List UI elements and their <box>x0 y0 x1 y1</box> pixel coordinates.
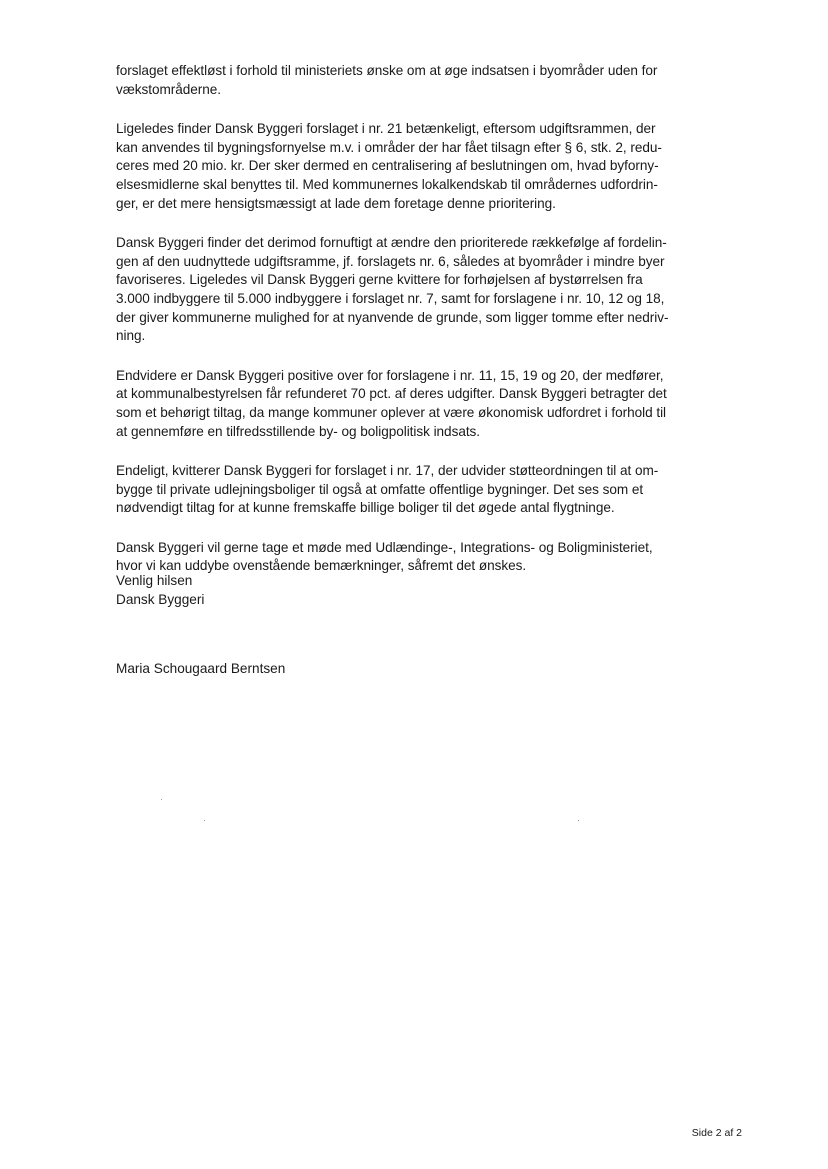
paragraph-line: Endvidere er Dansk Byggeri positive over for forslagene i nr. 11, 15, 19 og 20, der medfører, <box>116 367 664 383</box>
paragraph-2 <box>116 120 752 213</box>
paragraph-3 <box>116 234 752 346</box>
paragraph-line: Ligeledes finder Dansk Byggeri forslaget i nr. 21 betænkeligt, eftersom udgiftsrammen, der <box>116 121 656 137</box>
paragraph-5 <box>116 462 752 518</box>
paragraph-line: bygge til private udlejningsboliger til også at omfatte offentlige bygninger. Det ses som et <box>116 481 644 497</box>
paragraph-line: at gennemføre en tilfredsstillende by- og boligpolitisk indsats. <box>116 423 481 439</box>
paragraph-line: at kommunalbestyrelsen får refunderet 70 pct. af deres udgifter. Dansk Byggeri betragter det <box>116 386 667 402</box>
closing-block <box>116 572 204 609</box>
paragraph-line: Endeligt, kvitterer Dansk Byggeri for forslaget i nr. 17, der udvider støtteordningen til at om- <box>116 463 659 479</box>
paragraph-line: Dansk Byggeri finder det derimod fornuftigt at ændre den prioriterede rækkefølge af fordelin- <box>116 235 667 251</box>
paragraph-4 <box>116 367 752 441</box>
signer-name: Maria Schougaard Berntsen <box>116 661 286 676</box>
paragraph-line: ger, er det mere hensigtsmæssigt at lade dem foretage denne prioritering. <box>116 195 556 211</box>
scan-speck <box>204 820 205 821</box>
paragraph-line: hvor vi kan uddybe ovenstående bemærkninger, såfremt det ønskes. <box>116 558 527 574</box>
paragraph-line: som et behørigt tiltag, da mange kommuner oplever at være økonomisk udfordret i forhold til <box>116 404 667 420</box>
organization-name: Dansk Byggeri <box>116 591 205 607</box>
paragraph-line: ceres med 20 mio. kr. Der sker dermed en centralisering af beslutningen om, hvad byforny- <box>116 158 659 174</box>
paragraph-line: gen af den uudnyttede udgiftsramme, jf. forslagets nr. 6, således at byområder i mindre byer <box>116 253 665 269</box>
salutation: Venlig hilsen <box>116 573 193 588</box>
paragraph-line: forslaget effektløst i forhold til ministeriets ønske om at øge indsatsen i byområder uden for <box>116 63 658 78</box>
paragraph-line: der giver kommunerne mulighed for at nyanvende de grunde, som ligger tomme efter nedriv- <box>116 309 669 325</box>
paragraph-line: nødvendigt tiltag for at kunne fremskaffe billige boliger til det øgede antal flygtninge. <box>116 500 615 516</box>
scan-speck <box>161 799 162 800</box>
paragraph-line: vækstområderne. <box>116 81 222 97</box>
paragraph-line: Dansk Byggeri vil gerne tage et møde med Udlændinge-, Integrations- og Boligministeriet, <box>116 539 653 555</box>
paragraph-6 <box>116 539 752 576</box>
paragraph-line: elsesmidlerne skal benyttes til. Med kommunernes lokalkendskab til områdernes udfordrin- <box>116 176 658 192</box>
paragraph-line: favoriseres. Ligeledes vil Dansk Byggeri gerne kvittere for forhøjelsen af bystørrelsen fra <box>116 272 643 288</box>
paragraph-line: kan anvendes til bygningsfornyelse m.v. i områder der har fået tilsagn efter § 6, stk. 2, redu- <box>116 139 662 155</box>
paragraph-line: ning. <box>116 328 146 344</box>
paragraph-1 <box>116 62 752 99</box>
paragraph-line: 3.000 indbyggere til 5.000 indbyggere i forslaget nr. 7, samt for forslagene i nr. 10, 12 og 18, <box>116 290 665 306</box>
letter-body <box>116 62 752 597</box>
scan-speck <box>578 820 579 821</box>
page-number: Side 2 af 2 <box>691 1127 742 1139</box>
